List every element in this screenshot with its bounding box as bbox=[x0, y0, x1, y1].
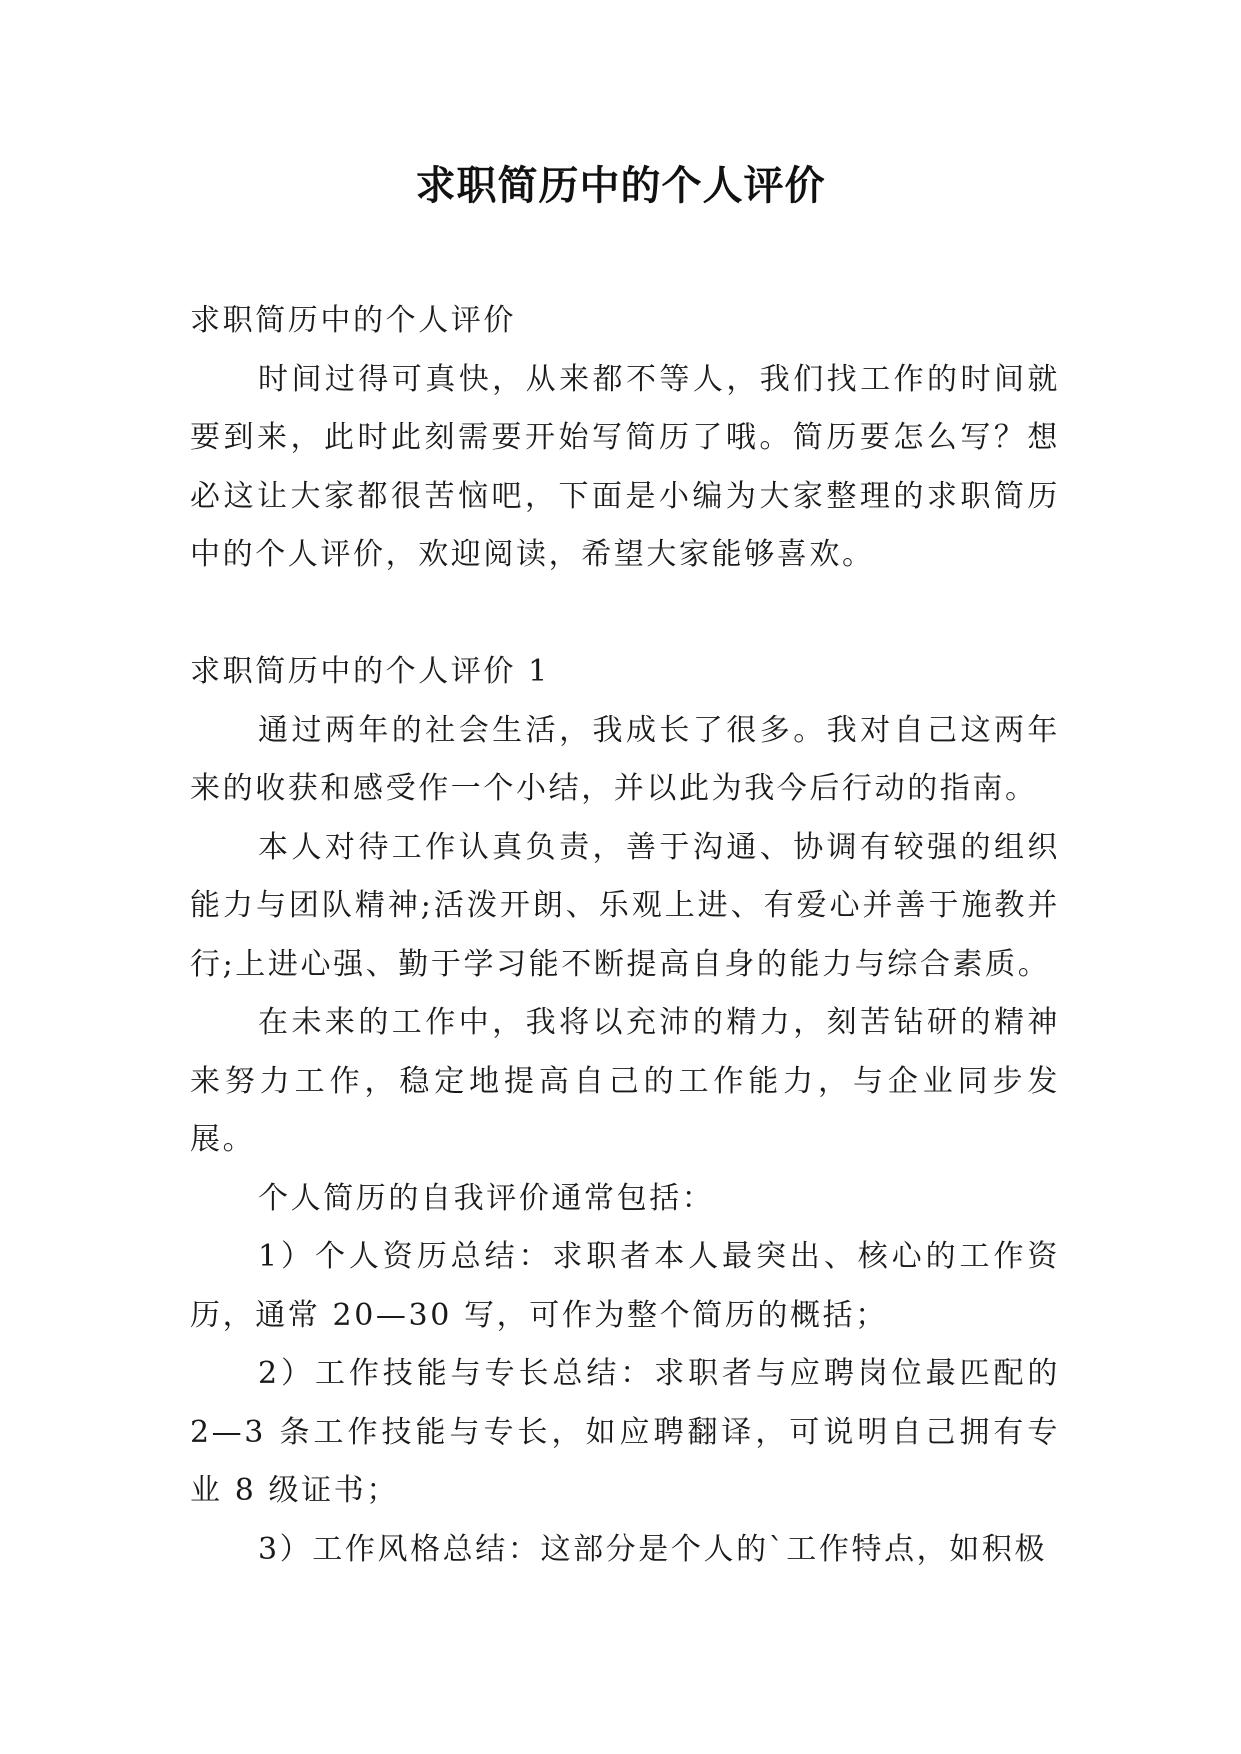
paragraph-evaluation-intro: 个人简历的自我评价通常包括： bbox=[258, 1180, 715, 1216]
paragraph-growth: 通过两年的社会生活，我成长了很多。我对自己这两年来的收获和感受作一个小结，并以此为我今后行动的指南。 bbox=[190, 712, 1060, 806]
section-heading-intro: 求职简历中的个人评价 bbox=[190, 303, 516, 338]
document-title: 求职简历中的个人评价 bbox=[415, 162, 826, 209]
paragraph-attitude: 本人对待工作认真负责，善于沟通、协调有较强的组织能力与团队精神;活泼开朗、乐观上进、有爱心并善于施教并行;上进心强、勤于学习能不断提高自身的能力与综合素质。 bbox=[190, 829, 1060, 982]
section-heading-1: 求职简历中的个人评价 1 bbox=[190, 654, 550, 689]
paragraph-future: 在未来的工作中，我将以充沛的精力，刻苦钻研的精神来努力工作，稳定地提高自己的工作能力，与企业同步发展。 bbox=[190, 1005, 1060, 1157]
paragraph-spacer bbox=[190, 585, 1060, 644]
list-item-3: 3）工作风格总结：这部分是个人的`工作特点，如积极 bbox=[258, 1531, 1048, 1567]
document-body bbox=[190, 292, 1060, 1579]
intro-paragraph: 时间过得可真快，从来都不等人，我们找工作的时间就要到来，此时此刻需要开始写简历了哦。简历要怎么写？想必这让大家都很苦恼吧，下面是小编为大家整理的求职简历中的个人评价，欢迎阅读，希望大家能够喜欢。 bbox=[190, 361, 1060, 572]
list-item-1: 1）个人资历总结：求职者本人最突出、核心的工作资历，通常 20—30 写，可作为整个简历的概括； bbox=[190, 1239, 1060, 1333]
list-item-2: 2）工作技能与专长总结：求职者与应聘岗位最匹配的 2—3 条工作技能与专长，如应聘翻译，可说明自己拥有专业 8 级证书； bbox=[190, 1356, 1060, 1508]
